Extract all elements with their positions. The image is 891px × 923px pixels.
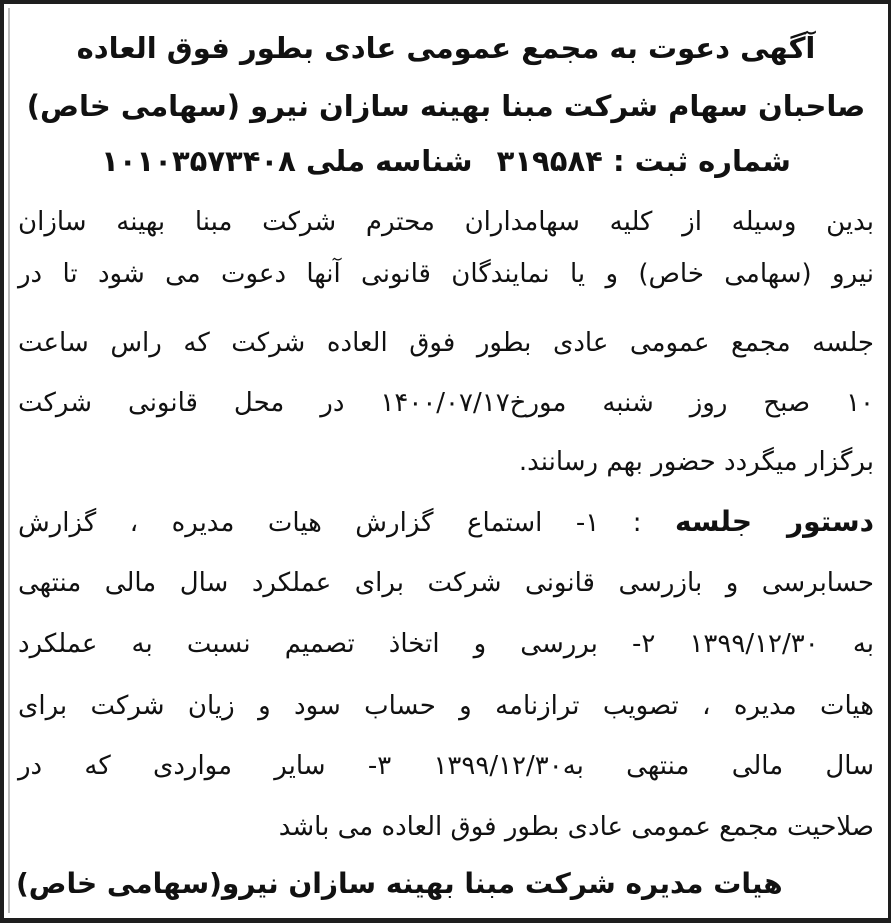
agenda-label: دستور جلسه xyxy=(674,505,874,538)
agenda-line: سال مالی منتهی به۱۳۹۹/۱۲/۳۰ ۳- سایر مواردی که در xyxy=(18,751,874,781)
agenda-line: حسابرسی و بازرسی قانونی شرکت برای عملکرد سال مالی منتهی xyxy=(18,568,874,598)
agenda-item-1: : ۱- استماع گزارش هیات مدیره ، گزارش xyxy=(18,508,675,538)
notice-registration-line xyxy=(4,144,888,178)
agenda-line: هیات مدیره ، تصویب ترازنامه و حساب سود و زیان شرکت برای xyxy=(18,691,874,721)
body-line: ۱۰ صبح روز شنبه مورخ۱۴۰۰/۰۷/۱۷ در محل قانونی شرکت xyxy=(18,388,875,418)
notice-subtitle-company: صاحبان سهام شرکت مبنا بهینه سازان نیرو (سهامی خاص) xyxy=(26,89,866,123)
registration-number: ۳۱۹۵۸۴ xyxy=(496,144,603,178)
agenda-line-1 xyxy=(18,505,874,538)
national-id: ۱۰۱۰۳۵۷۳۴۰۸ xyxy=(101,144,296,178)
body-line: جلسه مجمع عمومی عادی بطور فوق العاده شرکت که راس ساعت xyxy=(18,328,874,358)
agenda-line: به ۱۳۹۹/۱۲/۳۰ ۲- بررسی و اتخاذ تصمیم نسبت به عملکرد xyxy=(18,629,874,659)
body-line: برگزار میگردد حضور بهم رسانند. xyxy=(518,447,874,477)
frame-inner-edge xyxy=(8,8,10,913)
body-line: بدین وسیله از کلیه سهامداران محترم شرکت مبنا بهینه سازان xyxy=(18,207,874,237)
agenda-line: صلاحیت مجمع عمومی عادی بطور فوق العاده می باشد xyxy=(278,812,874,842)
registration-label: شماره ثبت : xyxy=(612,144,791,178)
body-line: نیرو (سهامی خاص) و یا نمایندگان قانونی آنها دعوت می شود تا در xyxy=(18,259,874,289)
signature-block xyxy=(16,867,888,900)
national-id-label: شناسه ملی xyxy=(305,144,473,178)
board-signature: هیات مدیره شرکت مبنا بهینه سازان نیرو(سهامی خاص) xyxy=(16,867,783,900)
notice-title: آگهی دعوت به مجمع عمومی عادی بطور فوق العاده xyxy=(76,31,816,65)
